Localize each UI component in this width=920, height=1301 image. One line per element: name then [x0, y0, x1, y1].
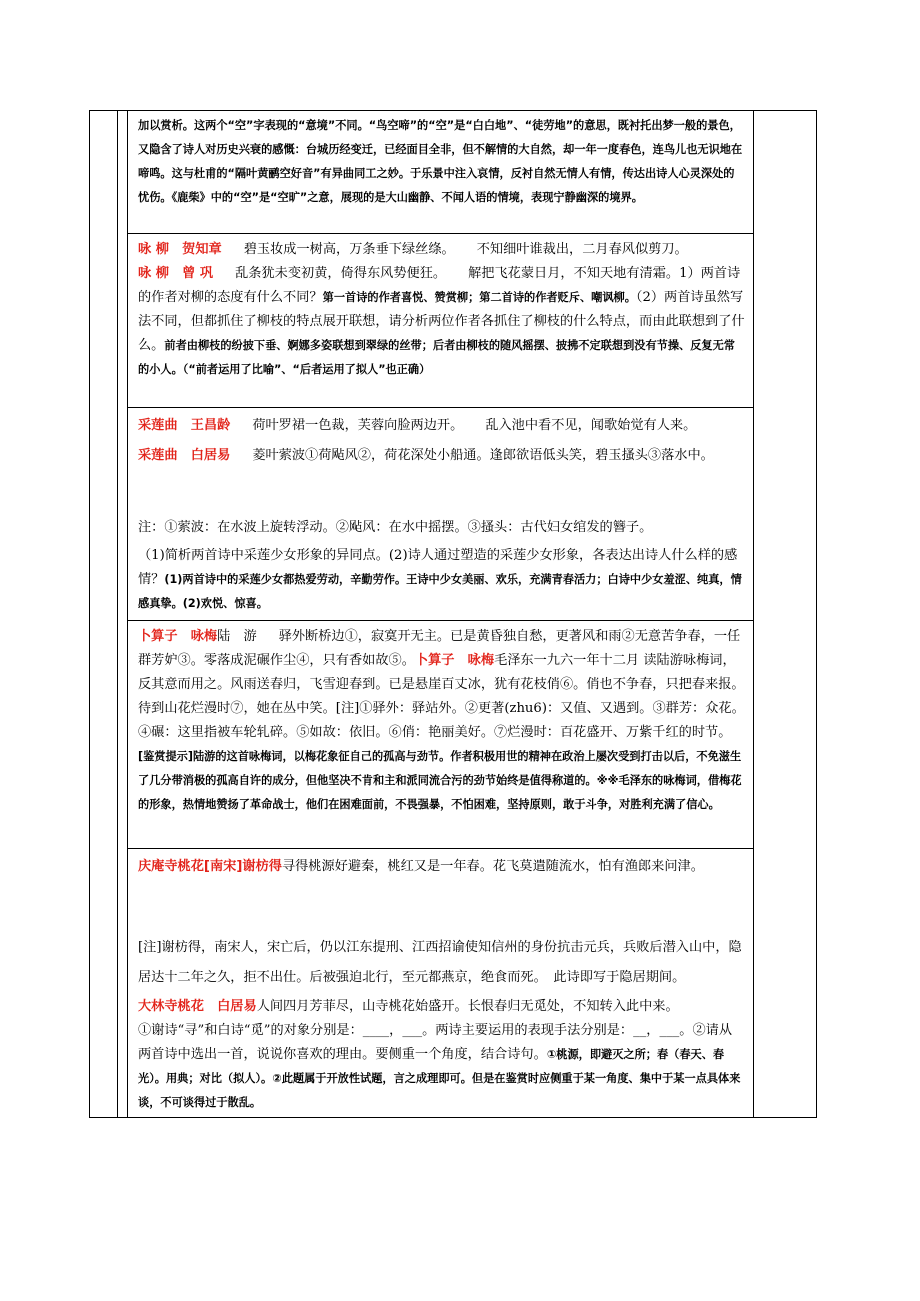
question-text: 1）两首诗的作者对柳的态度有什么不同？: [138, 266, 741, 305]
section-yong-liu: [128, 234, 753, 408]
poem-text: 荷叶罗裙一色裁，芙蓉向脸两边开。: [252, 418, 464, 433]
answer-text: 第一首诗的作者喜悦、赞赏柳；第二首诗的作者贬斥、嘲讽柳。: [322, 291, 636, 304]
poem-text: 乱条犹未变初黄，倚得东风势便狂。: [235, 266, 447, 281]
poem-text: 乱入池中看不见，闻歌始觉有人来。: [485, 418, 697, 433]
poem-author: 陆 游: [217, 629, 257, 644]
poem-title: 采莲曲 白居易: [138, 448, 231, 463]
section-tao-hua: [128, 849, 753, 1118]
question-text: （2）两首诗虽然写法不同，但都抓住了柳枝的特点展开联想，请分析两位作者各抓住了柳枝的什么特点，而由此联想到了什么。: [138, 290, 745, 353]
poem-text: 不知细叶谁裁出，二月春风似剪刀。: [476, 242, 688, 257]
poem-text: 碧玉妆成一树高，万条垂下绿丝绦。: [243, 242, 455, 257]
poem-title: 采莲曲 王昌龄: [138, 418, 231, 433]
poem-title: 卜算子 咏梅: [138, 629, 218, 644]
poem-text: 菱叶萦波①荷飐风②，荷花深处小船通。逢郎欲语低头笑，碧玉搔头③落水中。: [252, 448, 714, 463]
poem-text: 寻得桃源好避秦，桃红又是一年春。花飞莫遣随流水，怕有渔郎来问津。: [281, 859, 704, 874]
question-text: ①谢诗“寻”和白诗“觅”的对象分别是：____，___。两诗主要运用的表现手法分别是：__，___。②请从两首诗中选出一首，说说你喜欢的理由。要侧重一个角度，结合诗句。: [138, 1023, 733, 1062]
note-text: 注：①萦波：在水波上旋转浮动。②飐风：在水中摇摆。③搔头：古代妇女绾发的簪子。: [138, 520, 653, 535]
note-text: [注]谢枋得，南宋人，宋亡后，仍以江东提刑、江西招谕使知信州的身份抗击元兵，兵败后潜入山中，隐居达十二年之久，拒不出仕。后被强迫北行，至元都燕京，绝食而死。 此诗即写于隐居期间。: [138, 940, 742, 985]
column-divider-left: [117, 111, 118, 1117]
poem-text: 毛泽东一九六一年十二月 读陆游咏梅词，反其意而用之。风雨送春归，飞雪迎春到。已是悬崖百丈冰，犹有花枝俏⑥。俏也不争春，只把春来报。待到山花烂漫时⑦，她在丛中笑。[注]①驿外：驿站外。②更著(zhu6)：又值、又遇到。③群芳：众花。④碾：这里指被车轮轧碎。⑤如故：依旧。⑥俏：艳丽美好。⑦烂漫时：百花盛开、万紫千红的时节。: [138, 653, 745, 740]
poem-text: 驿外断桥边①，寂寞开无主。已是黄昏独自愁，更著风和雨②无意苦争春，一任群芳妒③。零落成泥碾作尘④，只有香如故⑤。: [138, 629, 741, 668]
answer-text: 加以赏析。这两个“空”字表现的“意境”不同。“鸟空啼”的“空”是“白白地”、“徒劳地”的意思，既衬托出梦一般的景色，又隐含了诗人对历史兴衰的感慨：台城历经变迁，已经面目全非，但不解情的大自然，却一年一度春色，连鸟儿也无识地在啼鸣。这与杜甫的“隔叶黄鹂空好音”有异曲同工之妙。于乐景中注入哀情，反衬自然无情人有情，传达出诗人心灵深处的忧伤。《鹿柴》中的“空”是“空旷”之意，展现的是大山幽静、不闻人语的情境，表现宁静幽深的境界。: [138, 119, 743, 204]
answer-text: (1)两首诗中的采莲少女都热爱劳动，辛勤劳作。王诗中少女美丽、欢乐，充满青春活力；白诗中少女羞涩、纯真，情感真挚。(2)欢悦、惊喜。: [138, 573, 742, 610]
answer-text: 前者由柳枝的纷披下垂、婀娜多姿联想到翠绿的丝带；后者由柳枝的随风摇摆、披拂不定联想到没有节操、反复无常的小人。（“前者运用了比喻”、“后者运用了拟人”也正确）: [138, 339, 735, 376]
poem-title: 大林寺桃花 白居易: [138, 999, 257, 1014]
section-bu-suan-zi: [128, 621, 753, 849]
section-cai-lian-qu: [128, 408, 753, 621]
poem-title: 咏 柳 贺知章: [138, 242, 222, 257]
question-text: （1)简析两首诗中采莲少女形象的异同点。(2)诗人通过塑造的采莲少女形象，各表达出诗人什么样的感情？: [138, 548, 738, 587]
poem-title: 卜算子 咏梅: [414, 653, 495, 668]
poem-text: 人间四月芳菲尽，山寺桃花始盛开。长恨春归无觅处，不知转入此中来。: [256, 999, 679, 1014]
poem-text: 解把飞花蒙日月，不知天地有清霜。: [468, 266, 680, 281]
content-column: [127, 110, 754, 1118]
answer-text: ①桃源，即避灭之所；春（春天、春光）。用典；对比（拟人）。②此题属于开放性试题，言之成理即可。但是在鉴赏时应侧重于某一角度、集中于某一点具体来谈，不可谈得过于散乱。: [138, 1048, 741, 1109]
answer-text: [鉴赏提示]陆游的这首咏梅词，以梅花象征自己的孤高与劲节。作者积极用世的精神在政治上屡次受到打击以后，不免滋生了几分带消极的孤高自许的成分，但他坚决不肯和主和派同流合污的劲节始终是值得称道的。※※毛泽东的咏梅词，借梅花的形象，热情地赞扬了革命战士，他们在困难面前，不畏强暴，不怕困难，坚持原则，敢于斗争，对胜利充满了信心。: [138, 750, 742, 811]
poem-title: 咏 柳 曾 巩: [138, 266, 214, 281]
section-kong-answer: [128, 110, 753, 234]
poem-title: 庆庵寺桃花[南宋]谢枋得: [138, 859, 282, 874]
